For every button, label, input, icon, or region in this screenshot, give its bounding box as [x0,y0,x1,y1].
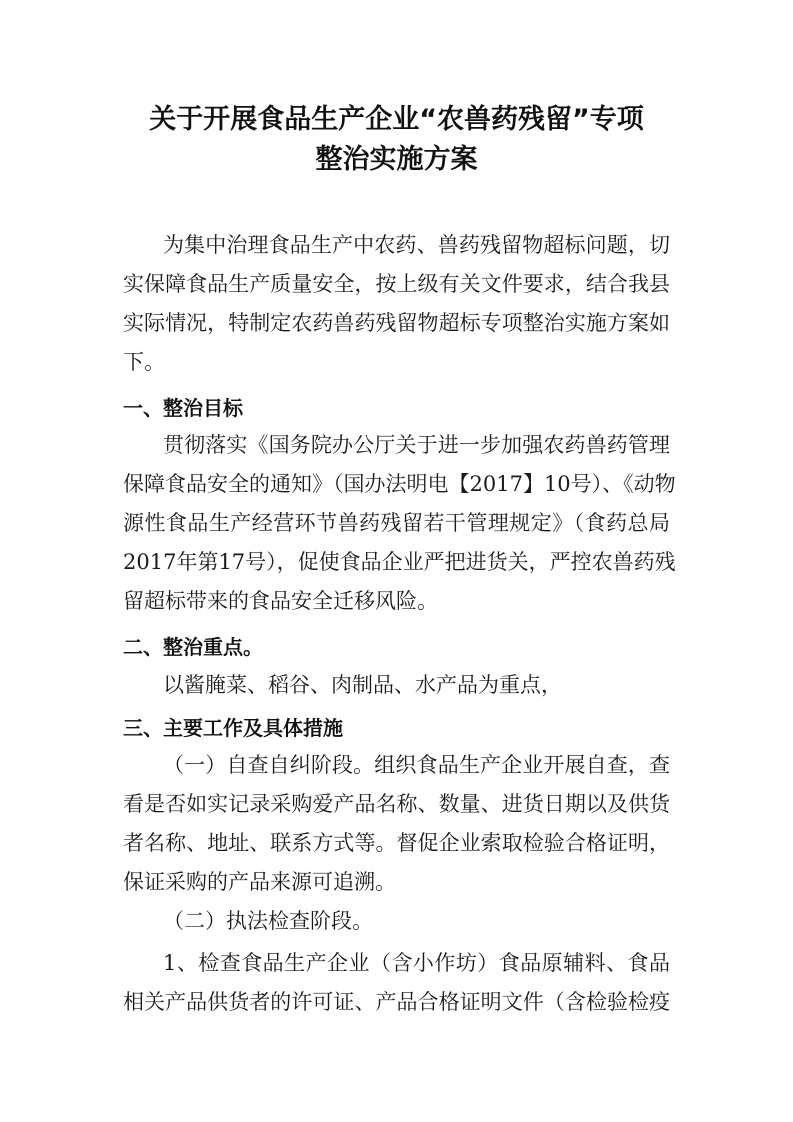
section1-line: 源性食品生产经营环节兽药残留若干管理规定》（食药总局 [123,511,670,535]
section3-sub2-line: 相关产品供货者的许可证、产品合格证明文件（含检验检疫 [123,990,670,1014]
section1-line: 留超标带来的食品安全迁移风险。 [123,589,438,613]
section3-sub2-title: （二）执法检查阶段。 [163,909,373,933]
intro-line: 为集中治理食品生产中农药、兽药残留物超标问题，切 [163,233,670,257]
section-heading-2: 二、整治重点。 [123,635,263,659]
section3-sub1-line: （一）自查自纠阶段。组织食品生产企业开展自查，查 [163,753,670,777]
section2-line: 以酱腌菜、稻谷、肉制品、水产品为重点， [163,673,562,697]
intro-line: 下。 [123,350,165,374]
section1-line: 2017年第17号），促使食品企业严把进货关，严控农兽药残 [123,550,676,574]
section3-sub1-line: 者名称、地址、联系方式等。督促企业索取检验合格证明， [123,831,670,855]
section-heading-1: 一、整治目标 [123,396,243,420]
intro-line: 实际情况，特制定农药兽药残留物超标专项整治实施方案如 [123,311,670,335]
document-title-line-2: 整治实施方案 [315,144,478,175]
section1-line: 贯彻落实《国务院办公厅关于进一步加强农药兽药管理 [163,433,670,457]
section-heading-3: 三、主要工作及具体措施 [123,716,343,740]
document-title-line-1: 关于开展食品生产企业“农兽药残留”专项 [149,104,644,135]
section3-sub1-line: 看是否如实记录采购爱产品名称、数量、进货日期以及供货 [123,792,670,816]
intro-line: 实保障食品生产质量安全，按上级有关文件要求，结合我县 [123,272,670,296]
section3-sub1-line: 保证采购的产品来源可追溯。 [123,870,396,894]
section1-line: 保障食品安全的通知》（国办法明电【2017】10号）、《动物 [123,472,676,496]
section3-sub2-line: 1、检查食品生产企业（含小作坊）食品原辅料、食品 [163,951,670,975]
